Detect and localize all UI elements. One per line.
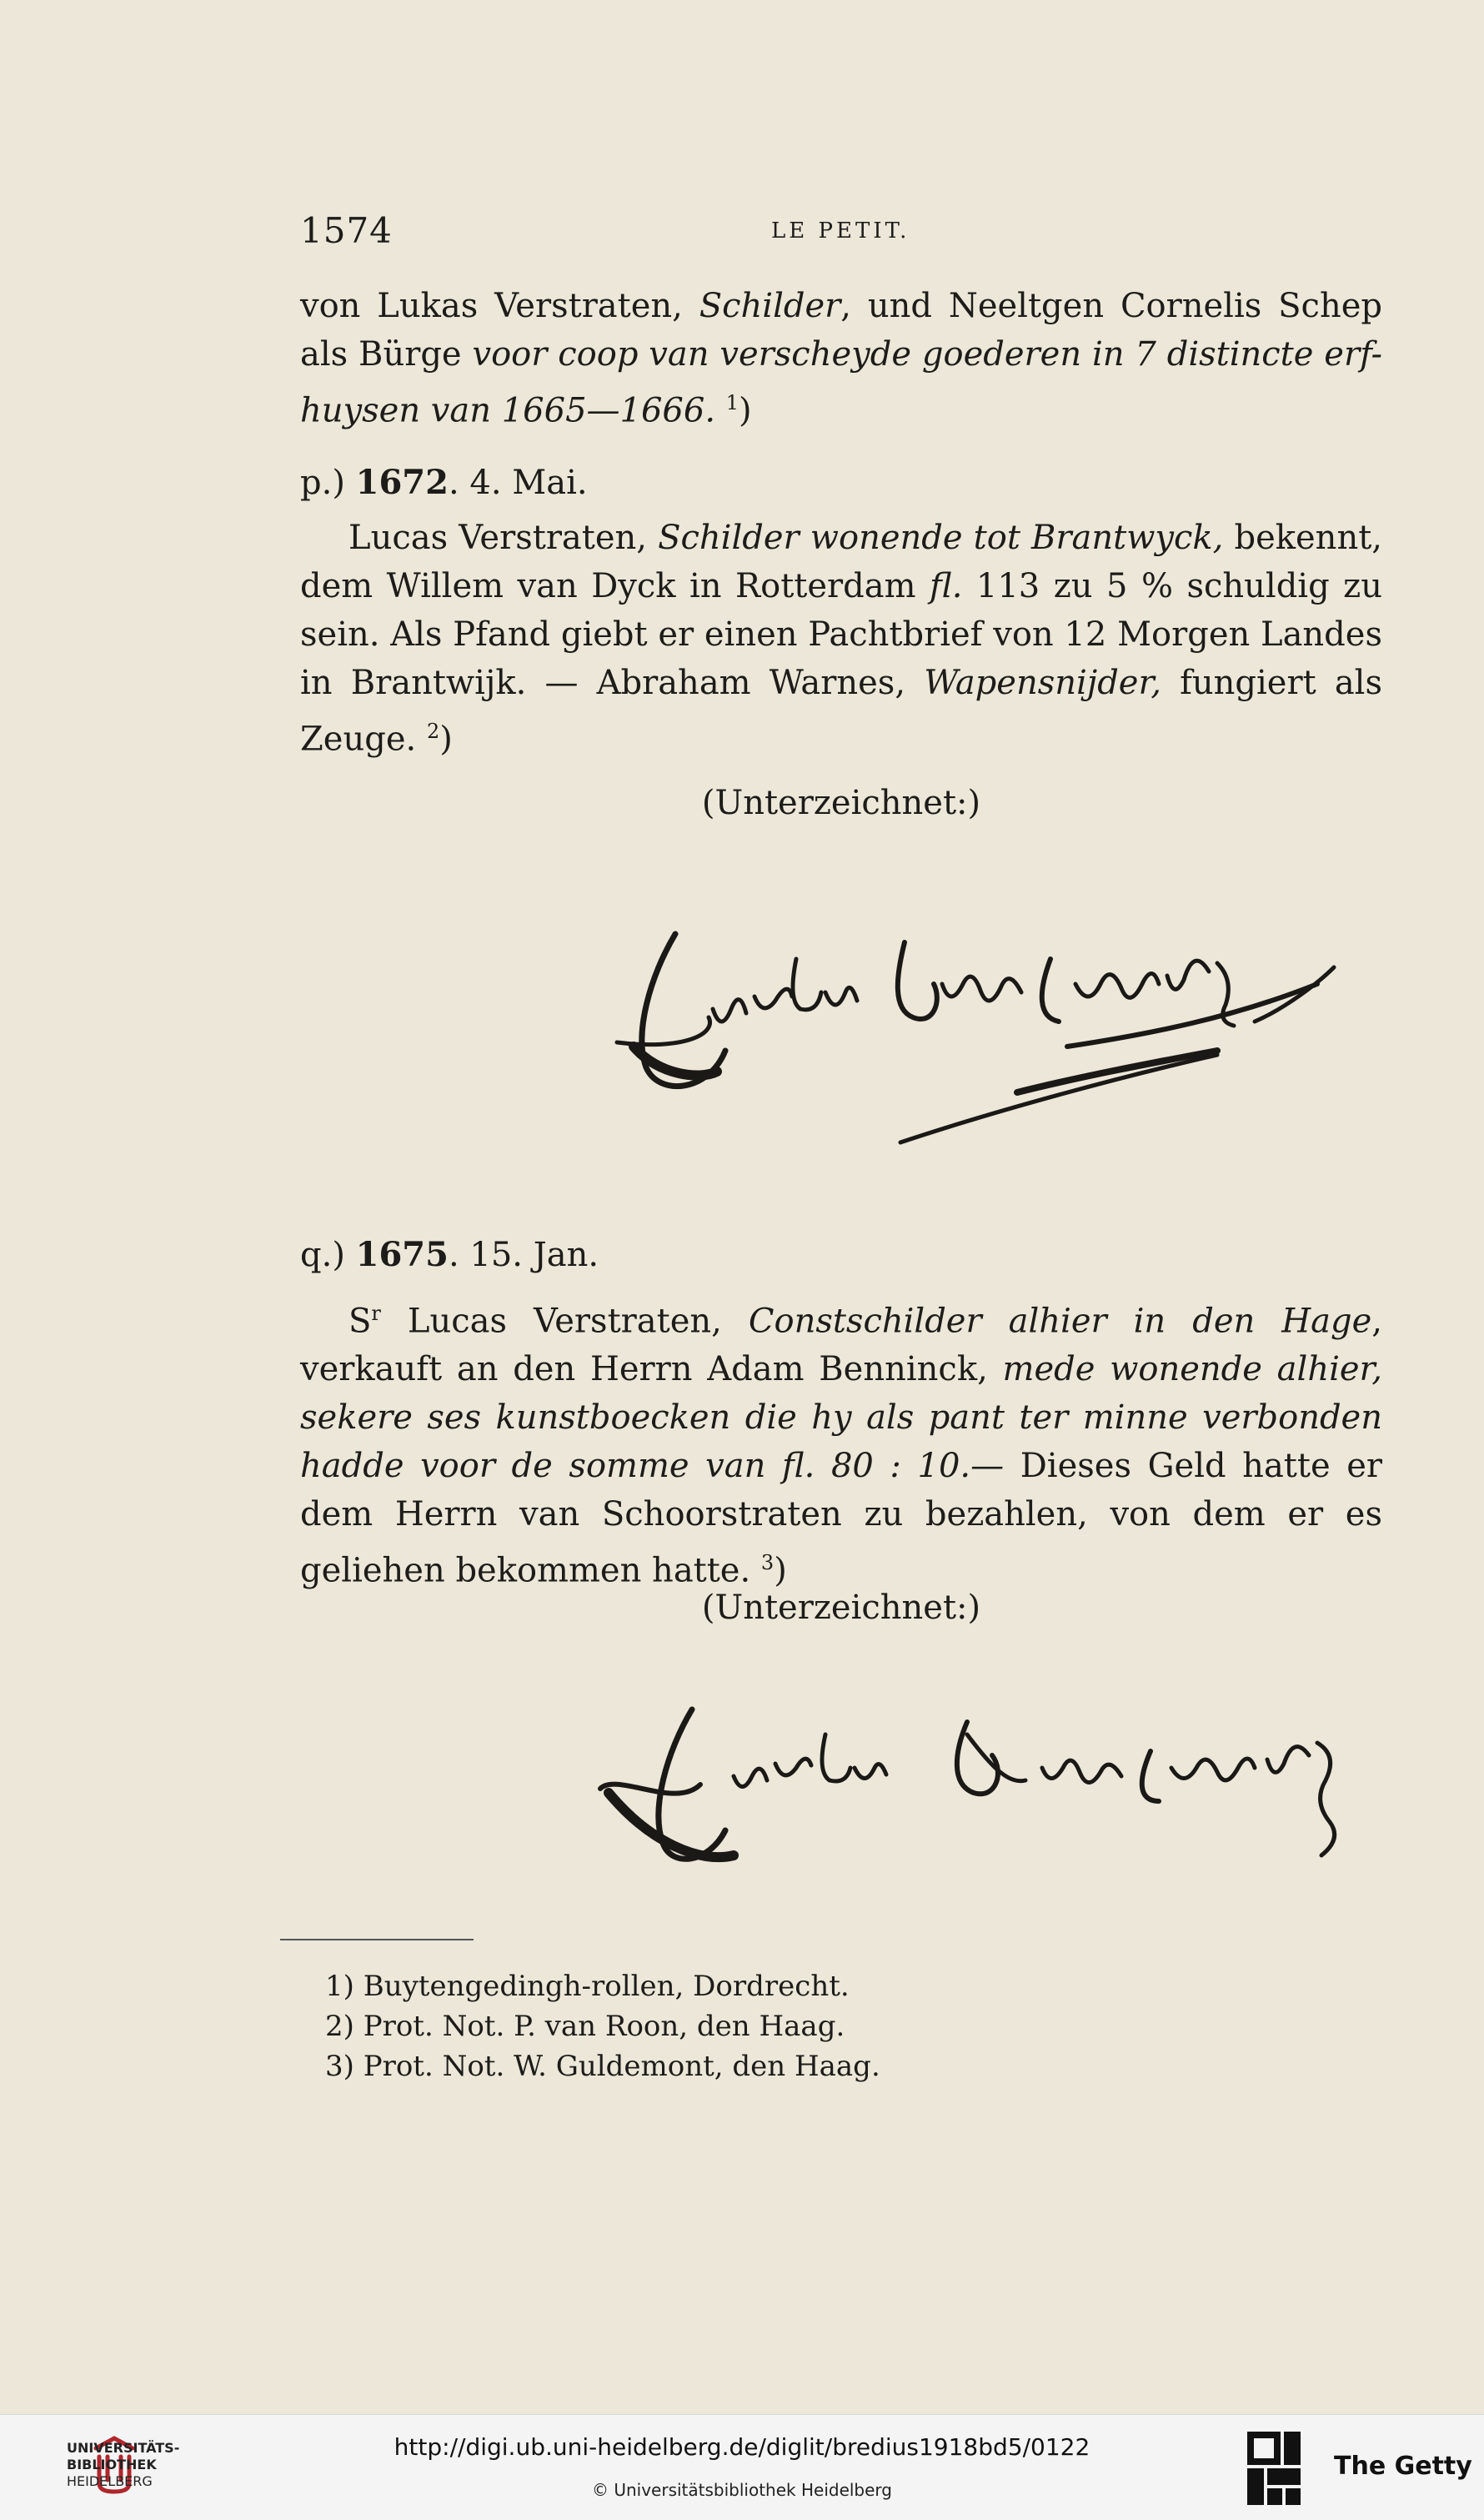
footnote-3: 3) Prot. Not. W. Guldemont, den Haag. [325,2050,880,2083]
getty-name: The Getty [1334,2452,1472,2481]
signature-image [584,884,1367,1159]
footnote-2: 2) Prot. Not. P. van Roon, den Haag. [325,2010,845,2043]
footnote-ref: 1 [725,391,739,414]
footnote-1: 1) Buytengedingh-rollen, Dordrecht. [325,1970,850,2003]
copyright-notice: © Universitätsbibliothek Heidelberg [591,2480,892,2500]
footnote-ref: 2 [426,720,440,743]
paragraph-entry-q: $S^r$ Lucas Verstraten, Constschilder alhier in den Hage, verkauft an den Herrn Adam Benninck, mede wonende alhier, sekere ses kunstboecken die hy als pant ter minne verbonden hadde voor de somme van fl. 80 : 10.— Dieses Geld hatte er dem Herrn van Schoorstraten zu bezahlen, von dem er es geliehen bekommen hatte. $^3$) [300,1302,1383,1590]
permalink-url[interactable]: http://digi.ub.uni-heidelberg.de/diglit/bredius1918bd5/0122 [394,2433,1090,2461]
running-title: LE PETIT. [771,218,910,243]
page-number: 1574 [300,210,393,251]
page-header [300,210,1384,252]
signed-label: (Unterzeichnet:) [701,1589,981,1627]
entry-year: 1672 [355,463,449,502]
footnote-ref: 3 [760,1551,775,1575]
library-name: UNIVERSITÄTS- BIBLIOTHEK HEIDELBERG [67,2440,180,2489]
footnote-separator [280,1939,474,1940]
paragraph-continuation: von Lukas Verstraten, Schilder, und Neeltgen Cornelis Schep als Bürge voor coop van verscheyde goederen in 7 distincte erf-huysen van 1665—1666. $^1$) [300,287,1382,430]
signature-image [575,1676,1392,1893]
footnotes [325,1966,880,2086]
entry-year: 1675 [355,1235,449,1274]
entry-heading-q: q.) 1675. 15. Jan. [300,1235,599,1274]
getty-logo-icon[interactable] [1246,2430,1319,2507]
paragraph-entry-p: Lucas Verstraten, Schilder wonende tot Brantwyck, bekennt, dem Willem van Dyck in Rotterdam fl. 113 zu 5 % schuldig zu sein. Als Pfand giebt er einen Pachtbrief von 12 Morgen Landes in Brantwijk. — Abraham Warnes, Wapensnijder, fungiert als Zeuge. $^2$) [300,519,1382,759]
entry-heading-p: p.) 1672. 4. Mai. [300,463,588,502]
viewer-footer [0,2414,1484,2520]
signed-label: (Unterzeichnet:) [701,784,981,822]
